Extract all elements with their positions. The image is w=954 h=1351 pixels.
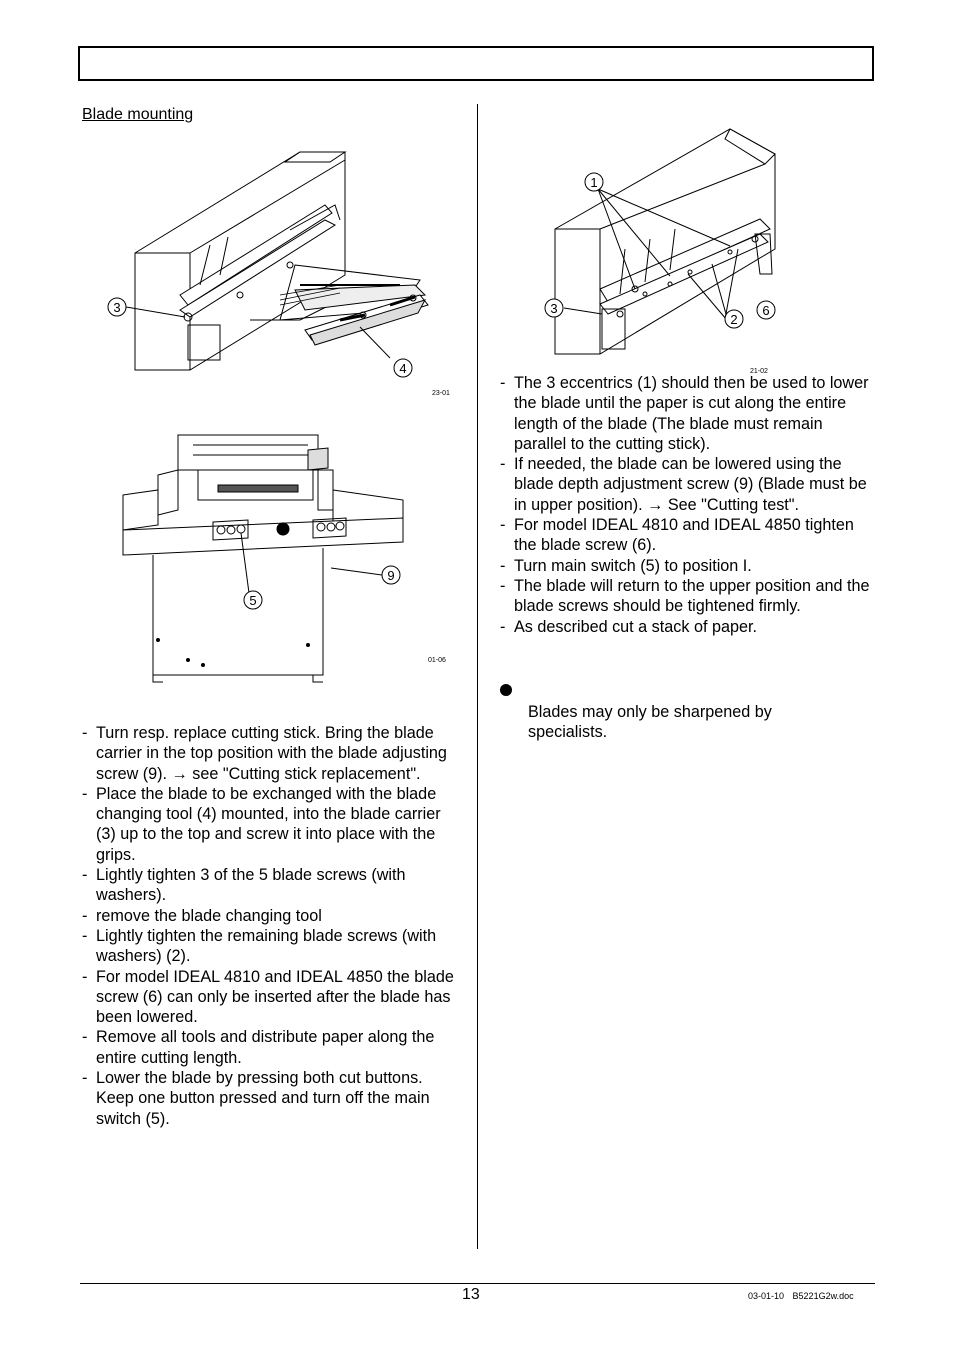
list-item-text: Lightly tighten 3 of the 5 blade screws (with washers). <box>96 866 406 905</box>
list-item <box>82 967 462 1028</box>
list-item-text: remove the blade changing tool <box>96 906 322 925</box>
figure-eccentrics <box>540 124 800 374</box>
list-item-text: Lightly tighten the remaining blade screws (with washers) (2). <box>96 926 437 966</box>
list-item-text: As described cut a stack of paper. <box>514 617 757 636</box>
column-divider <box>477 104 478 1249</box>
list-item <box>82 926 462 967</box>
note-bullet-icon <box>500 684 512 696</box>
callout-1: 1 <box>590 175 598 190</box>
list-item <box>500 576 875 617</box>
list-dash: - <box>82 967 88 986</box>
footer-rule <box>80 1283 875 1284</box>
callout-4: 4 <box>399 361 407 376</box>
list-dash: - <box>500 374 506 392</box>
list-dash: - <box>82 926 88 945</box>
footer-doc-id: B5221G2w.doc <box>792 1291 854 1301</box>
list-dash: - <box>500 556 506 575</box>
list-dash: - <box>82 1069 88 1088</box>
callout-3: 3 <box>550 301 558 316</box>
list-dash: - <box>82 784 88 803</box>
list-item-text: Lower the blade by pressing both cut buttons. Keep one button pressed and turn off the main switch (5). <box>96 1069 430 1128</box>
list-dash: - <box>500 516 506 535</box>
footer-date: 03-01-10 <box>748 1291 785 1301</box>
list-item <box>500 556 875 576</box>
list-item-text: Turn main switch (5) to position I. <box>514 556 752 575</box>
list-item <box>82 723 462 784</box>
list-item-text: Place the blade to be exchanged with the blade changing tool (4) mounted, into the blade carrier (3) up to the top and screw it into place with the grips. <box>96 784 441 864</box>
right-step-list <box>500 373 875 637</box>
page-header-frame <box>78 46 874 81</box>
footer-meta <box>748 1291 860 1301</box>
callout-2: 2 <box>730 312 738 327</box>
list-dash: - <box>82 724 88 742</box>
list-dash: - <box>82 866 88 885</box>
figure-machine-front <box>118 430 458 685</box>
list-item <box>82 906 462 926</box>
figure-code: 01-06 <box>428 657 446 664</box>
callout-3: 3 <box>113 300 121 315</box>
page-number: 13 <box>462 1286 480 1303</box>
list-item <box>82 1027 462 1068</box>
list-item-text: The 3 eccentrics (1) should then be used to lower the blade until the paper is cut along the entire length of the blade (The blade must remain parallel to the cutting stick). <box>514 374 869 453</box>
figure-code: 21-02 <box>750 368 768 374</box>
left-step-list <box>82 723 462 1129</box>
list-dash: - <box>82 906 88 925</box>
list-item-text: For model IDEAL 4810 and IDEAL 4850 tighten the blade screw (6). <box>514 516 854 555</box>
list-item <box>500 373 875 454</box>
list-item-text: Turn resp. replace cutting stick. Bring the blade carrier in the top position with the blade adjusting screw (9). → see "Cutting stick replacement". <box>96 724 447 783</box>
callout-9: 9 <box>387 568 395 583</box>
figure-blade-changing-tool <box>100 145 460 400</box>
note-text: Blades may only be sharpened by specialists. <box>528 703 772 742</box>
list-item-text: For model IDEAL 4810 and IDEAL 4850 the blade screw (6) can only be inserted after the blade has been lowered. <box>96 967 454 1027</box>
list-item <box>82 784 462 865</box>
list-item <box>500 515 875 556</box>
section-title: Blade mounting <box>82 106 194 123</box>
list-item <box>82 1068 462 1129</box>
list-dash: - <box>500 576 506 595</box>
list-dash: - <box>500 455 506 474</box>
list-item <box>500 617 875 637</box>
callout-5: 5 <box>249 593 257 608</box>
figure-code: 23-01 <box>432 390 450 397</box>
callout-6: 6 <box>762 303 770 318</box>
list-dash: - <box>500 617 506 636</box>
list-dash: - <box>82 1028 88 1047</box>
list-item-text: The blade will return to the upper position and the blade screws should be tightened firmly. <box>514 576 870 616</box>
list-item <box>500 454 875 515</box>
list-item-text: If needed, the blade can be lowered using the blade depth adjustment screw (9) (Blade must be in upper position). → See "Cutting test". <box>514 455 867 514</box>
list-item-text: Remove all tools and distribute paper along the entire cutting length. <box>96 1028 435 1067</box>
list-item <box>82 865 462 906</box>
